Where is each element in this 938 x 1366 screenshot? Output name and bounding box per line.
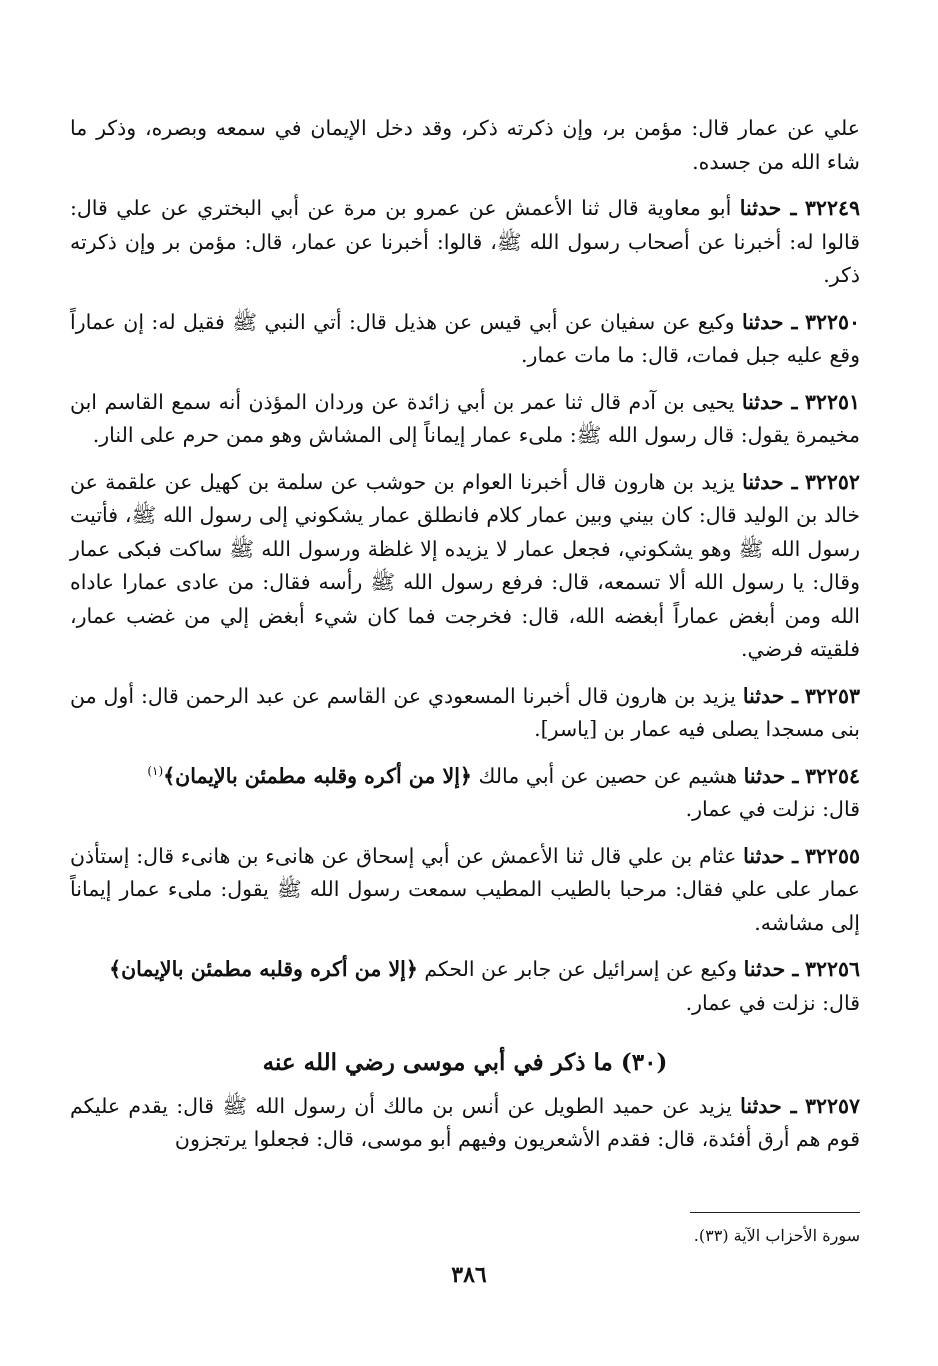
hadith-text: يزيد بن هارون قال أخبرنا المسعودي عن القاسم عن عبد الرحمن قال: أول من بنى مسجدا يصلى فيه عمار بن [ياسر].: [70, 683, 860, 741]
hadith-text: عثام بن علي قال ثنا الأعمش عن أبي إسحاق عن هانىء بن هانىء قال: إستأذن عمار على علي فقال: مرحبا بالطيب المطيب سمعت رسول الله ﷺ يقول: ملىء عمار إيماناً إلى مشاشه.: [70, 843, 860, 935]
hadith-intro: حدثنا: [739, 196, 782, 220]
hadith-32250: ٣٢٢٥٠ ـ حدثنا وكيع عن سفيان عن أبي قيس عن هذيل قال: أتي النبي ﷺ فقيل له: إن عماراً وقع عليه جبل فمات، قال: ما مات عمار.: [70, 309, 860, 367]
chapter-heading: (٣٠) ما ذكر في أبي موسى رضي الله عنه: [262, 1049, 668, 1076]
hadith-32249: ٣٢٢٤٩ ـ حدثنا أبو معاوية قال ثنا الأعمش عن عمرو بن مرة عن أبي البختري عن علي قال: قالوا له: أخبرنا عن أصحاب رسول الله ﷺ، قالوا: أخبرنا عن عمار، قال: مؤمن بر وإن ذكرته ذكر.: [70, 196, 860, 287]
hadith-32255: ٣٢٢٥٥ ـ حدثنا عثام بن علي قال ثنا الأعمش عن أبي إسحاق عن هانىء بن هانىء قال: إستأذن عمار على علي فقال: مرحبا بالطيب المطيب سمعت رسول الله ﷺ يقول: ملىء عمار إيماناً إلى مشاشه.: [70, 843, 860, 935]
quran-verse: ﴿إلا من أكره وقلبه مطمئن بالإيمان﴾: [163, 763, 472, 788]
hadith-number: ٣٢٢٤٩: [804, 196, 860, 220]
hadith-32251: ٣٢٢٥١ ـ حدثنا يحيى بن آدم قال ثنا عمر بن أبي زائدة عن وردان المؤذن أنه سمع القاسم ابن مخيمرة يقول: قال رسول الله ﷺ: ملىء عمار إيماناً إلى المشاش وهو ممن حرم على النار.: [70, 389, 860, 447]
hadith-number: ٣٢٢٥٥: [804, 843, 860, 868]
hadith-text: يزيد بن هارون قال أخبرنا العوام بن حوشب عن سلمة بن كهيل عن علقمة عن خالد بن الوليد قال: كان بيني وبين عمار كلام فانطلق عمار يشكوني إلى رسول الله ﷺ، فأتيت رسول الله ﷺ وهو يشكوني، فجعل عمار لا يزيده إلا غلظة ورسول الله ﷺ ساكت فبكى عمار وقال: يا رسول الله ألا تسمعه، قال: فرفع رسول الله ﷺ رأسه فقال: من عادى عمارا عاداه الله ومن أبغض عماراً أبغضه الله، قال: فخرجت فما كان شيء أبغض إلي من غضب عمار، فلقيته فرضي.: [70, 469, 860, 661]
footnote-reference: (١): [147, 763, 164, 778]
hadith-32256: ٣٢٢٥٦ ـ حدثنا وكيع عن إسرائيل عن جابر عن الحكم ﴿إلا من أكره وقلبه مطمئن بالإيمان﴾ قال: نزلت في عمار.: [109, 957, 860, 1015]
hadith-number: ٣٢٢٥٣: [804, 683, 860, 708]
footnote: سورة الأحزاب الآية (٣٣).: [693, 1226, 860, 1245]
hadith-number: ٣٢٢٥٠: [804, 309, 860, 334]
hadith-number: ٣٢٢٥١: [804, 389, 860, 414]
hadith-intro: حدثنا: [742, 469, 784, 494]
hadith-text: وكيع عن إسرائيل عن جابر عن الحكم: [424, 957, 738, 981]
hadith-intro: حدثنا: [743, 957, 786, 981]
hadith-intro: حدثنا: [742, 683, 785, 708]
hadith-number: ٣٢٢٥٤: [804, 763, 860, 788]
hadith-intro: حدثنا: [741, 309, 784, 334]
hadith-32257: ٣٢٢٥٧ ـ حدثنا يزيد عن حميد الطويل عن أنس بن مالك أن رسول الله ﷺ قال: يقدم عليكم قوم هم أرق أفئدة، قال: فقدم الأشعريون وفيهم أبو موسى، قال: فجعلوا يرتجزون: [70, 1093, 860, 1151]
hadith-text: أبو معاوية قال ثنا الأعمش عن عمرو بن مرة عن أبي البختري عن علي قال: قالوا له: أخبرنا عن أصحاب رسول الله ﷺ، قالوا: أخبرنا عن عمار، قال: مؤمن بر وإن ذكرته ذكر.: [70, 196, 860, 287]
hadith-32253: ٣٢٢٥٣ ـ حدثنا يزيد بن هارون قال أخبرنا المسعودي عن القاسم عن عبد الرحمن قال: أول من بنى مسجدا يصلى فيه عمار بن [ياسر].: [70, 683, 860, 741]
hadith-intro: حدثنا: [741, 389, 784, 414]
hadith-number: ٣٢٢٥٧: [804, 1093, 860, 1118]
hadith-32252: ٣٢٢٥٢ ـ حدثنا يزيد بن هارون قال أخبرنا العوام بن حوشب عن سلمة بن كهيل عن علقمة عن خالد بن الوليد قال: كان بيني وبين عمار كلام فانطلق عمار يشكوني إلى رسول الله ﷺ، فأتيت رسول الله ﷺ وهو يشكوني، فجعل عمار لا يزيده إلا غلظة ورسول الله ﷺ ساكت فبكى عمار وقال: يا رسول الله ألا تسمعه، قال: فرفع رسول الله ﷺ رأسه فقال: من عادى عمارا عاداه الله ومن أبغض عماراً أبغضه الله، قال: فخرجت فما كان شيء أبغض إلي من غضب عمار، فلقيته فرضي.: [70, 469, 860, 661]
continuation-paragraph: علي عن عمار قال: مؤمن بر، وإن ذكرته ذكر، وقد دخل الإيمان في سمعه وبصره، وذكر ما شاء الله من جسده.: [70, 116, 860, 174]
hadith-number: ٣٢٢٥٦: [804, 957, 860, 981]
hadith-after-text: قال: نزلت في عمار.: [685, 797, 860, 821]
hadith-text: وكيع عن سفيان عن أبي قيس عن هذيل قال: أتي النبي ﷺ فقيل له: إن عماراً وقع عليه جبل فمات، قال: ما مات عمار.: [70, 309, 860, 367]
hadith-intro: حدثنا: [743, 843, 785, 868]
hadith-text: يزيد عن حميد الطويل عن أنس بن مالك أن رسول الله ﷺ قال: يقدم عليكم قوم هم أرق أفئدة، قال: فقدم الأشعريون وفيهم أبو موسى، قال: فجعلوا يرتجزون: [70, 1093, 860, 1151]
hadith-after-text: قال: نزلت في عمار.: [685, 990, 860, 1015]
hadith-number: ٣٢٢٥٢: [804, 469, 860, 494]
hadith-intro: حدثنا: [743, 763, 786, 788]
quran-verse: ﴿إلا من أكره وقلبه مطمئن بالإيمان﴾: [109, 957, 418, 981]
hadith-32254: ٣٢٢٥٤ ـ حدثنا هشيم عن حصين عن أبي مالك ﴿إلا من أكره وقلبه مطمئن بالإيمان﴾$^{(١)}$ قال: نزلت في عمار.: [147, 763, 860, 821]
hadith-intro: حدثنا: [740, 1093, 782, 1118]
main-text: [70, 112, 860, 1170]
hadith-text: هشيم عن حصين عن أبي مالك: [478, 763, 738, 788]
hadith-text: يحيى بن آدم قال ثنا عمر بن أبي زائدة عن وردان المؤذن أنه سمع القاسم ابن مخيمرة يقول: قال رسول الله ﷺ: ملىء عمار إيماناً إلى المشاش وهو ممن حرم على النار.: [70, 389, 860, 447]
page-number: ٣٨٦: [451, 1262, 487, 1288]
footnote-divider: [690, 1212, 860, 1213]
